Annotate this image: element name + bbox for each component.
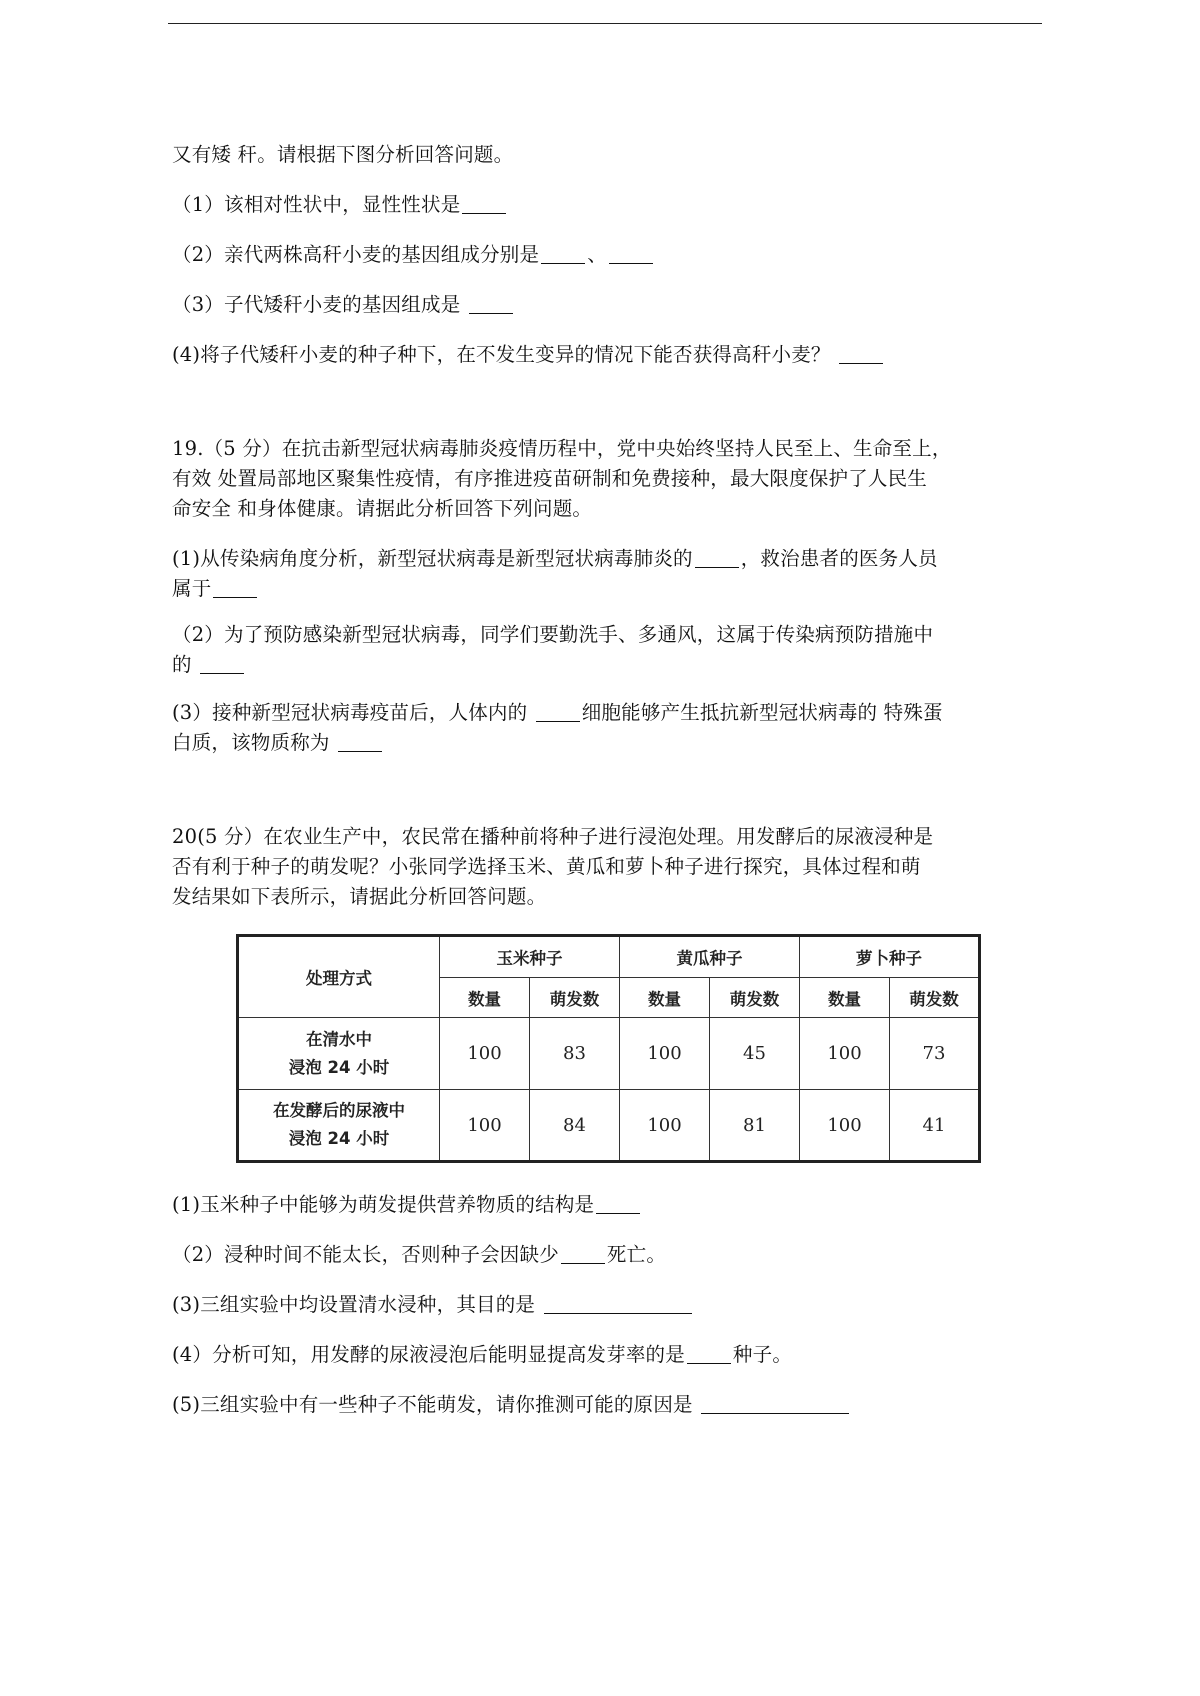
table-cell: 45 (710, 1018, 800, 1090)
table-cell: 81 (710, 1090, 800, 1162)
q19-part-1-cont: 属于 (172, 574, 259, 603)
table-cell: 100 (800, 1090, 890, 1162)
answer-blank[interactable] (544, 1294, 692, 1315)
q19-stem-line-3: 命安全 和身体健康。请据此分析回答下列问题。 (172, 497, 593, 520)
table-cell: 100 (440, 1090, 530, 1162)
table-group-header: 萝卜种子 (800, 936, 980, 978)
answer-blank[interactable] (596, 1194, 640, 1215)
answer-blank[interactable] (213, 578, 257, 599)
q18-part-4: (4)将子代矮秆小麦的种子种下，在不发生变异的情况下能否获得高秆小麦？ (172, 340, 885, 369)
table-cell: 83 (530, 1018, 620, 1090)
q20-part-2: （2）浸种时间不能太长，否则种子会因缺少 死亡。 (172, 1243, 667, 1266)
q18-part-2: （2）亲代两株高秆小麦的基因组成分别是 、 (172, 240, 655, 269)
table-group-header: 玉米种子 (440, 936, 620, 978)
answer-blank[interactable] (609, 244, 653, 265)
q20-part-5: (5)三组实验中有一些种子不能萌发，请你推测可能的原因是 (172, 1390, 851, 1419)
table-cell: 73 (890, 1018, 980, 1090)
q18-part-1: （1）该相对性状中，显性性状是 (172, 190, 508, 219)
q20-stem-line-2: 否有利于种子的萌发呢？小张同学选择玉米、黄瓜和萝卜种子进行探究，具体过程和萌 (172, 855, 921, 878)
table-cell: 100 (440, 1018, 530, 1090)
answer-blank[interactable] (687, 1344, 731, 1365)
table-cell: 41 (890, 1090, 980, 1162)
row-label: 在发酵后的尿液中 浸泡 24 小时 (238, 1090, 440, 1162)
table-sub-header: 数量 (620, 978, 710, 1018)
q19-part-2: （2）为了预防感染新型冠状病毒，同学们要勤洗手、多通风，这属于传染病预防措施中 (172, 623, 934, 646)
answer-blank[interactable] (561, 1244, 605, 1265)
answer-blank[interactable] (695, 548, 739, 569)
answer-blank[interactable] (200, 654, 244, 675)
q20-stem-line-1: 20(5 分）在农业生产中，农民常在播种前将种子进行浸泡处理。用发酵后的尿液浸种是 (172, 825, 934, 848)
q18-part-3: （3）子代矮秆小麦的基因组成是 (172, 290, 515, 319)
table-sub-header: 数量 (440, 978, 530, 1018)
table-sub-header: 萌发数 (710, 978, 800, 1018)
q19-part-1: (1)从传染病角度分析，新型冠状病毒是新型冠状病毒肺炎的 ，救治患者的医务人员 (172, 547, 938, 570)
q20-part-1: (1)玉米种子中能够为萌发提供营养物质的结构是 (172, 1190, 642, 1219)
answer-blank[interactable] (338, 732, 382, 753)
q20-part-4: (4）分析可知，用发酵的尿液浸泡后能明显提高发芽率的是 种子。 (172, 1343, 793, 1366)
header-rule (168, 23, 1042, 24)
q19-stem-line-2: 有效 处置局部地区聚集性疫情，有序推进疫苗研制和免费接种，最大限度保护了人民生 (172, 467, 927, 490)
table-sub-header: 数量 (800, 978, 890, 1018)
table-cell: 100 (620, 1090, 710, 1162)
q19-part-3-cont: 白质，该物质称为 (172, 728, 384, 757)
answer-blank[interactable] (469, 294, 513, 315)
germination-results-table (236, 934, 981, 1163)
q19-part-3: (3）接种新型冠状病毒疫苗后，人体内的 细胞能够产生抵抗新型冠状病毒的 特殊蛋 (172, 701, 943, 724)
table-cell: 84 (530, 1090, 620, 1162)
table-group-header: 黄瓜种子 (620, 936, 800, 978)
table-row (238, 1090, 980, 1162)
table-sub-header: 萌发数 (530, 978, 620, 1018)
q20-part-3: (3)三组实验中均设置清水浸种，其目的是 (172, 1290, 694, 1319)
q19-part-2-cont: 的 (172, 650, 246, 679)
q19-stem-line-1: 19.（5 分）在抗击新型冠状病毒肺炎疫情历程中，党中央始终坚持人民至上、生命至上， (172, 437, 952, 460)
answer-blank[interactable] (536, 702, 580, 723)
answer-blank[interactable] (541, 244, 585, 265)
row-label: 在清水中 浸泡 24 小时 (238, 1018, 440, 1090)
table-corner-header: 处理方式 (238, 936, 440, 1018)
answer-blank[interactable] (462, 194, 506, 215)
q20-stem-line-3: 发结果如下表所示，请据此分析回答问题。 (172, 885, 547, 908)
table-cell: 100 (620, 1018, 710, 1090)
answer-blank[interactable] (839, 344, 883, 365)
table-row (238, 1018, 980, 1090)
table-cell: 100 (800, 1018, 890, 1090)
answer-blank[interactable] (701, 1394, 849, 1415)
q18-intro-tail: 又有矮 秆。请根据下图分析回答问题。 (172, 143, 514, 166)
table-sub-header: 萌发数 (890, 978, 980, 1018)
